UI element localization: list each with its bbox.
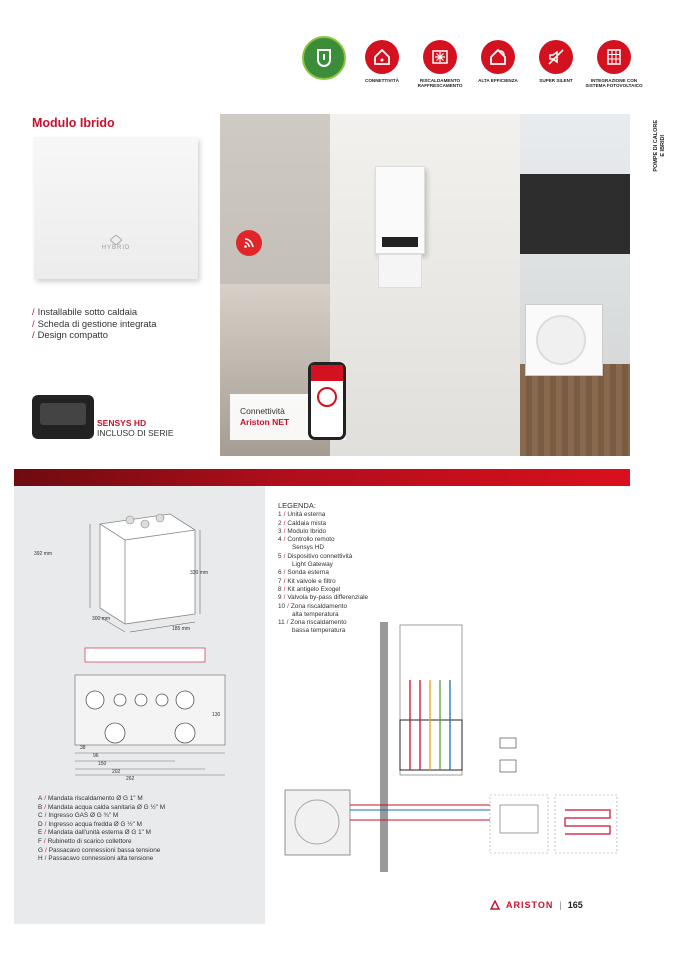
muted-speaker-icon — [539, 40, 573, 74]
solar-panel-icon — [597, 40, 631, 74]
hybrid-module-image — [34, 137, 198, 279]
legend-item: 7 / Kit valvole e filtro — [278, 577, 336, 585]
bottom-dimension-label: 262 — [126, 776, 135, 782]
connection-item: A / Mandata riscaldamento Ø G 1" M — [38, 795, 143, 802]
feature-efficienza — [469, 40, 527, 89]
feature-riscaldamento — [411, 40, 469, 89]
legend-item-cont: Sensys HD — [292, 544, 324, 552]
feature-label: INTEGRAZIONE CON SISTEMA FOTOVOLTAICO — [585, 78, 643, 89]
legend-item-cont: alta temperatura — [292, 610, 339, 618]
connection-item: B / Mandata acqua calda sanitaria Ø G ½" M — [38, 803, 166, 811]
green-seal-icon — [302, 36, 346, 80]
connectivity-label: Connettività — [240, 406, 285, 416]
dim-side: 185 mm — [172, 626, 191, 632]
brand-logo: ARISTON — [506, 900, 554, 910]
hero-photo — [220, 114, 630, 456]
system-schematic — [280, 620, 630, 880]
hybrid-logo-icon — [110, 235, 122, 245]
boiler-image — [375, 166, 425, 254]
legend-item: 11 / Zona riscaldamento — [278, 619, 347, 627]
bullet-item: / Scheda di gestione integrata — [32, 317, 157, 329]
bottom-dimension-label: 38 — [80, 745, 86, 751]
legend-item: 6 / Sonda esterna — [278, 569, 329, 577]
legend-item: 4 / Controllo remoto — [278, 536, 335, 544]
side-category-label — [653, 120, 667, 172]
legend — [278, 502, 368, 636]
legend-item: 10 / Zona riscaldamento — [278, 602, 348, 610]
connection-item: F / Rubinetto di scarico collettore — [38, 837, 132, 845]
home-wifi-icon — [365, 40, 399, 74]
module-isometric-drawing — [50, 492, 260, 642]
dim-depth: 330 mm — [190, 570, 209, 576]
dim-width: 300 mm — [92, 616, 111, 622]
side-label-line: E IBRIDI — [660, 134, 666, 157]
feature-connettivita — [353, 40, 411, 89]
legend-item: 9 / Valvola by-pass differenziale — [278, 594, 369, 602]
connection-item: E / Mandata dall'unità esterna Ø G 1" M — [38, 829, 151, 837]
legend-item: 5 / Dispositivo connettività — [278, 552, 353, 560]
connections-list — [38, 795, 165, 864]
sensys-name: SENSYS HD — [97, 418, 147, 428]
feature-label: SUPER SILENT — [539, 78, 573, 83]
feature-silent — [527, 40, 585, 89]
wifi-icon — [236, 230, 262, 256]
feature-label: CONNETTIVITÀ — [365, 78, 399, 83]
feature-label: ALTA EFFICIENZA — [478, 78, 518, 83]
legend-item: 1 / Unità esterna — [278, 511, 326, 519]
bottom-dimension-label: 150 — [98, 761, 107, 767]
page-number: 165 — [567, 900, 583, 910]
connection-item: C / Ingresso GAS Ø G ¾" M — [38, 812, 119, 820]
feature-icons-row — [295, 40, 643, 89]
legend-item-cont: bassa temperatura — [292, 627, 346, 635]
home-leaf-icon — [481, 40, 515, 74]
bullet-item: / Design compatto — [32, 329, 108, 340]
bottom-dimension-label: 202 — [112, 769, 121, 775]
bottom-dimension-label: 130 — [212, 712, 221, 718]
bullet-item: / Installabile sotto caldaia — [32, 306, 138, 317]
connectivity-brand: Ariston NET — [240, 417, 290, 427]
heat-pump-image — [525, 304, 603, 376]
snowflake-radiator-icon — [423, 40, 457, 74]
connection-item: D / Ingresso acqua fredda Ø G ½" M — [38, 820, 142, 828]
connection-item: H / Passacavo connessioni alta tensione — [38, 855, 154, 863]
legend-title: LEGENDA: — [278, 501, 316, 510]
page-footer: ARISTON | 165 — [490, 900, 583, 910]
connection-item: G / Passacavo connessioni bassa tensione — [38, 846, 161, 854]
feature-fotovoltaico — [585, 40, 643, 89]
green-badge-feature — [295, 40, 353, 89]
bottom-dimension-label: 96 — [93, 753, 99, 759]
smartphone-app-image — [308, 362, 346, 440]
dim-height: 392 mm — [34, 551, 53, 557]
legend-item: 3 / Modulo Ibrido — [278, 527, 327, 535]
sensys-device-image — [32, 395, 94, 439]
side-label-line: POMPE DI CALORE — [653, 120, 659, 172]
hybrid-module-photo — [378, 254, 422, 288]
section-title: Modulo Ibrido — [32, 116, 115, 130]
legend-item-cont: Light Gateway — [292, 561, 333, 569]
feature-bullets — [32, 306, 156, 341]
sensys-note: INCLUSO DI SERIE — [97, 428, 174, 438]
legend-item: 2 / Caldaia mista — [278, 519, 327, 527]
section-divider-bar — [14, 469, 630, 486]
hybrid-logo-text: HYBRID — [101, 245, 131, 251]
ariston-logo-icon — [490, 900, 500, 910]
feature-label: RISCALDAMENTO RAFFRESCAMENTO — [417, 78, 463, 89]
sensys-caption — [97, 418, 174, 438]
legend-item: 8 / Kit antigelo Exogel — [278, 585, 341, 593]
